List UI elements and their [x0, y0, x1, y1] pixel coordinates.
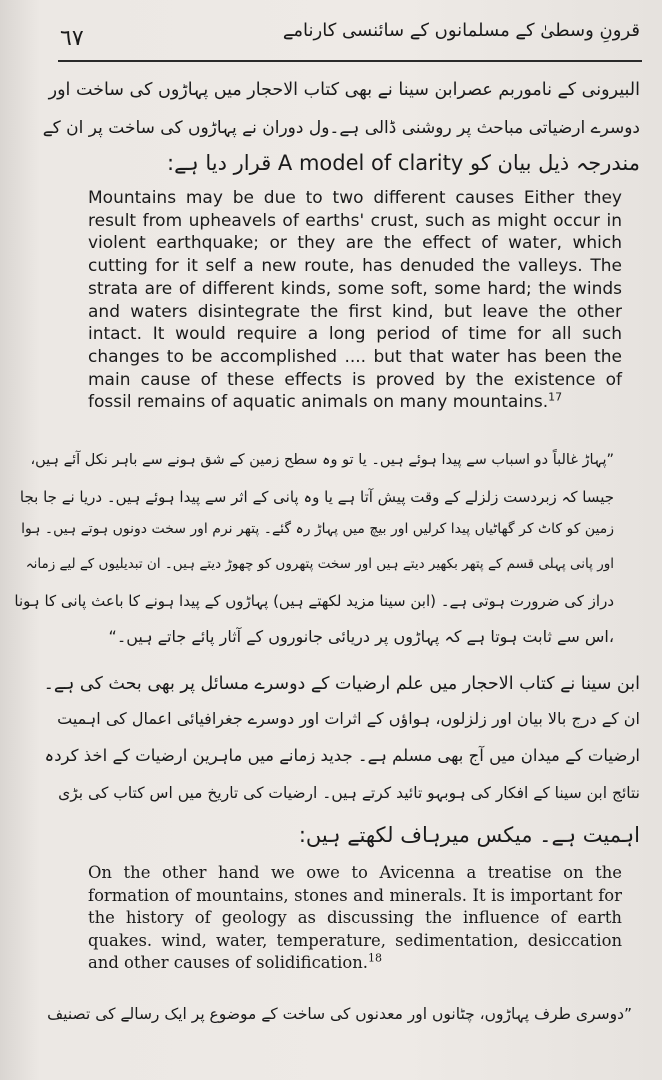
english-quote-2	[88, 862, 622, 975]
urdu-line: ”دوسری طرف پہاڑوں، چٹانوں اور معدنوں کی ساخت کے موضوع پر ایک رسالے کی تصنیف	[47, 1005, 632, 1023]
urdu-line: ،اس سے ثابت ہوتا ہے کہ پہاڑوں پر دریائی جانوروں کے آثار پائے جاتے ہیں۔“	[108, 627, 614, 646]
urdu-line: دراز کی ضرورت ہوتی ہے۔ (ابن سینا مزید لکھتے ہیں) پہاڑوں کے پیدا ہونے کا باعث پانی کا ہونا	[14, 592, 614, 610]
footnote-marker: 18	[368, 951, 383, 965]
footnote-marker: 17	[548, 390, 563, 404]
quote-text: On the other hand we owe to Avicenna a treatise on the formation of mountains, stones and minerals. It is important for the history of geology as discussing the influence of earth quakes. wind, water, temperature, sedimentation, desiccation and other causes of solidification.	[88, 863, 622, 972]
urdu-line: ان کے درج بالا بیان اور زلزلوں، ہواؤں کے اثرات اور دوسرے جغرافیائی اعمال کی اہمیت	[57, 709, 640, 728]
urdu-line: ابن سینا نے کتاب الاحجار میں علم ارضیات کے دوسرے مسائل پر بھی بحث کی ہے۔	[43, 674, 640, 694]
running-title: قرونِ وسطیٰ کے مسلمانوں کے سائنسی کارنامے	[282, 20, 640, 41]
urdu-line: البیرونی کے ناموربم عصرابن سینا نے بھی کتاب الاحجار میں پہاڑوں کی ساخت اور	[48, 80, 640, 100]
urdu-line: مندرجہ ذیل بیان کو A model of clarity قرار دیا ہے:	[167, 151, 640, 175]
quote-text: Mountains may be due to two different causes Either they result from upheavels of earths' crust, such as might occur in violent earthquake; or they are the effect of water, which cutting for it self a new route, has denuded the valleys. The strata are of different kinds, some soft, some hard; the winds and waters disintegrate the first kind, but leave the other intact. It would require a long period of time for all such changes to be accomplished .... but that water has been the main cause of these effects is proved by the existence of fossil remains of aquatic animals on many mountains.	[88, 188, 622, 413]
header-rule	[58, 60, 642, 62]
urdu-line: اور پانی پہلی قسم کے پتھر بکھیر دیتے ہیں اور سخت پتھروں کو چھوڑ دیتے ہیں۔ ان تبدیلیوں کے لیے زمانہ	[25, 556, 614, 572]
urdu-line: جیسا کہ زبردست زلزلے کے وقت پیش آتا ہے یا وہ پانی کے اثر سے پیدا ہوئے ہیں۔ دریا نے جا بجا	[19, 488, 614, 506]
urdu-line: اہمیت ہے۔ میکس میرہاف لکھتے ہیں:	[298, 823, 640, 847]
page-header	[60, 20, 640, 60]
english-quote-1	[88, 187, 622, 414]
urdu-line: ”پہاڑ غالباً دو اسباب سے پیدا ہوئے ہیں۔ یا تو وہ سطح زمین کے شق ہونے سے باہر نکل آئے ہیں،	[30, 452, 614, 468]
urdu-line: نتائج ابن سینا کے افکار کی ہوبہو تائید کرتے ہیں۔ ارضیات کی تاریخ میں اس کتاب کی بڑی	[58, 784, 640, 802]
urdu-line: دوسرے ارضیاتی مباحث پر روشنی ڈالی ہے۔ول دوران نے پہاڑوں کی ساخت پر ان کے	[42, 118, 640, 138]
page-number: ٦٧	[60, 26, 84, 51]
urdu-line: زمین کو کاٹ کر گھاٹیاں پیدا کرلیں اور بیچ میں پہاڑ رہ گئے۔ پتھر نرم اور سخت دونوں ہوتے ہیں۔ ہوا	[21, 521, 614, 537]
urdu-line: ارضیات کے میدان میں آج بھی مسلم ہے۔ جدید زمانے میں ماہرین ارضیات کے اخذ کردہ	[44, 746, 640, 765]
